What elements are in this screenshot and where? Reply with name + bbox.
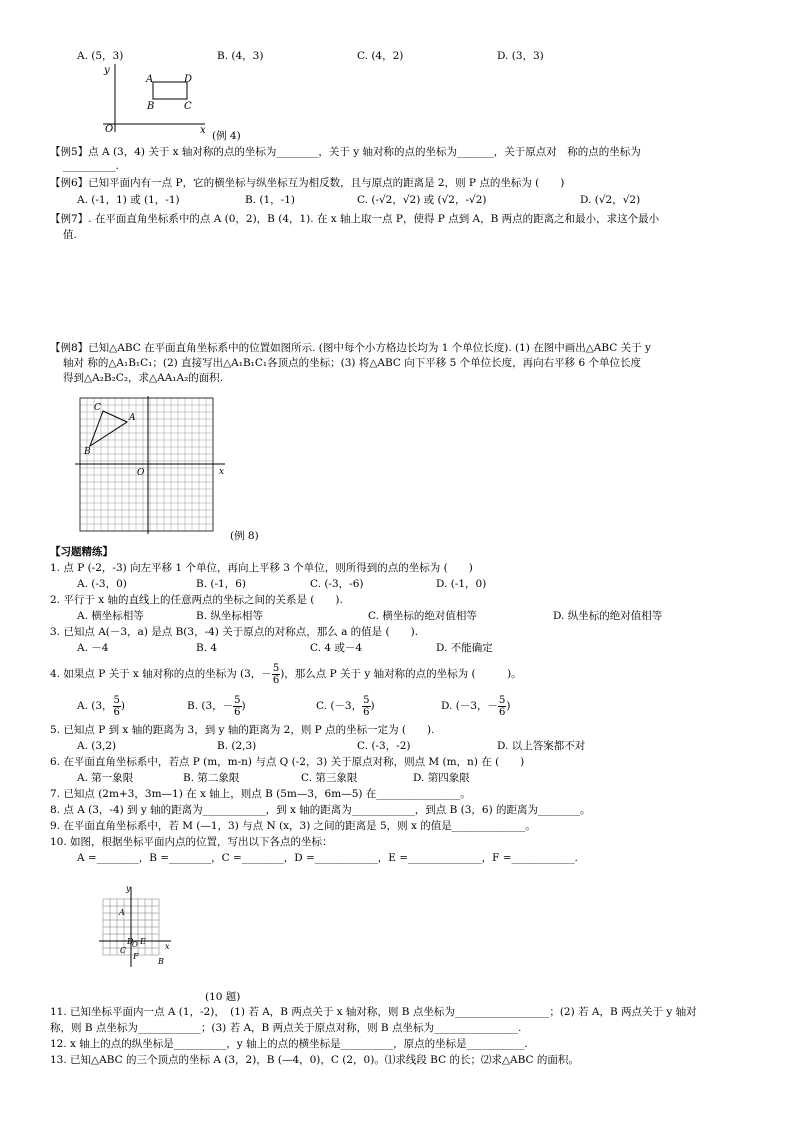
fig8-label-o: O xyxy=(137,468,145,478)
fig4-label-d: D xyxy=(184,74,193,85)
example-6-option-c: C. (-√2，√2) 或 (√2，-√2) xyxy=(357,194,487,206)
example-7-line2: 值. xyxy=(63,229,77,241)
fig10-label-f: F xyxy=(133,952,139,961)
practice-11-line1: 11. 已知坐标平面内一点 A (1，-2)， (1) 若 A，B 两点关于 x 轴对称，则 B 点坐标为__________________；(2) 若 A，B 两点关于 y 轴对 xyxy=(50,1006,697,1018)
example-8-line3: 得到△A₂B₂C₂，求△AA₁A₂的面积. xyxy=(63,372,224,384)
practice-5-question: 5. 已知点 P 到 x 轴的距离为 3，到 y 轴的距离为 2，则 P 点的坐标一定为 ( ). xyxy=(50,724,435,736)
fig10-label-d: D xyxy=(127,937,134,946)
practice-3-option-b: B. 4 xyxy=(196,642,218,654)
practice-1-option-b: B. (-1，6) xyxy=(196,578,246,590)
practice-2-question: 2. 平行于 x 轴的直线上的任意两点的坐标之间的关系是 ( ). xyxy=(50,594,343,606)
fig10-label-c: C xyxy=(120,946,127,955)
practice-11-line2: 称，则 B 点坐标为____________；(3) 若 A，B 两点关于原点对称，则 B 点坐标为________________. xyxy=(50,1022,522,1034)
practice-5-option-d: D. 以上答案都不对 xyxy=(497,740,586,752)
practice-13: 13. 已知△ABC 的三个顶点的坐标 A (3，2)，B (—4，0)，C (2，0)。⑴求线段 BC 的长；⑵求△ABC 的面积。 xyxy=(50,1054,579,1066)
fig10-caption: (10 题) xyxy=(205,991,241,1003)
practice-6-question: 6. 在平面直角坐标系中，若点 P (m，m-n) 与点 Q (-2，3) 关于原点对称，则点 M (m，n) 在 ( ) xyxy=(50,756,525,768)
example-6-question: 【例6】已知平面内有一点 P，它的横坐标与纵坐标互为相反数，且与原点的距离是 2，则 P 点的坐标为 ( ) xyxy=(50,177,565,189)
practice-6-option-d: D. 第四象限 xyxy=(413,772,470,784)
practice-9: 9. 在平面直角坐标系中，若 M (—1，3) 与点 N (x，3) 之间的距离是 5，则 x 的值是______________。 xyxy=(50,820,536,832)
fig10-label-o: O xyxy=(132,941,138,949)
option-a: A. (5，3) xyxy=(77,50,124,62)
practice-1-option-c: C. (-3，-6) xyxy=(310,578,364,590)
fig8-label-a: A xyxy=(129,413,136,423)
example-6-option-d: D. (√2，√2) xyxy=(580,194,641,206)
practice-2-option-a: A. 横坐标相等 xyxy=(77,610,144,622)
fig8-label-c: C xyxy=(94,403,101,413)
fig10-label-a: A xyxy=(119,908,125,917)
practice-2-option-b: B. 纵坐标相等 xyxy=(196,610,263,622)
figure-example-4 xyxy=(95,62,215,142)
fig8-label-x: x xyxy=(219,467,225,477)
practice-5-option-b: B. (2,3) xyxy=(217,740,257,752)
example-8-line1: 【例8】已知△ABC 在平面直角坐标系中的位置如图所示. (图中每个小方格边长均为 1 个单位长度). (1) 在图中画出△ABC 关于 y xyxy=(50,342,651,354)
practice-1-option-a: A. (-3，0) xyxy=(77,578,127,590)
fig4-label-a: A xyxy=(146,74,154,85)
fig10-label-y: y xyxy=(126,884,131,893)
practice-6-option-b: B. 第二象限 xyxy=(183,772,240,784)
practice-4-option-c: C. (－3， $\frac{5}{6}$ ) xyxy=(316,694,375,718)
practice-title: 【习题精练】 xyxy=(50,546,113,558)
fig4-label-c: C xyxy=(184,101,192,112)
practice-10-blanks: A =________，B =________，C =________，D =____________，E =______________，F =____________. xyxy=(77,852,578,864)
option-b: B. (4，3) xyxy=(217,50,264,62)
practice-6-option-c: C. 第三象限 xyxy=(301,772,358,784)
practice-4-option-a: A. (3， $\frac{5}{6}$ ) xyxy=(77,694,126,718)
fig4-label-o: O xyxy=(105,124,114,135)
figure-example-8 xyxy=(75,396,235,536)
practice-3-option-d: D. 不能确定 xyxy=(436,642,493,654)
example-7-line1: 【例7】. 在平面直角坐标系中的点 A (0，2)，B (4，1). 在 x 轴上取一点 P，使得 P 点到 A，B 两点的距离之和最小，求这个最小 xyxy=(50,213,660,225)
fig4-label-b: B xyxy=(147,101,155,112)
fraction-5-6: $\frac{5}{6}$ xyxy=(272,662,280,686)
practice-8: 8. 点 A (3，-4) 到 y 轴的距离为____________，到 x 轴的距离为____________，到点 B (3，6) 的距离为________。 xyxy=(50,804,591,816)
practice-2-option-d: D. 纵坐标的绝对值相等 xyxy=(553,610,663,622)
example-6-option-b: B. (1，-1) xyxy=(245,194,295,206)
practice-6-option-a: A. 第一象限 xyxy=(77,772,134,784)
practice-2-option-c: C. 横坐标的绝对值相等 xyxy=(368,610,477,622)
fig8-caption: (例 8) xyxy=(230,530,259,542)
practice-5-option-c: C. (-3，-2) xyxy=(357,740,411,752)
option-d: D. (3，3) xyxy=(497,50,544,62)
example-8-line2: 轴对 称的△A₁B₁C₁；(2) 直接写出△A₁B₁C₁各顶点的坐标；(3) 将△ABC 向下平移 5 个单位长度，再向右平移 6 个单位长度 xyxy=(63,357,641,369)
practice-1-option-d: D. (-1，0) xyxy=(436,578,487,590)
example-5-line1: 【例5】点 A (3，4) 关于 x 轴对称的点的坐标为________，关于 y 轴对称的点的坐标为_______，关于原点对 称的点的坐标为 xyxy=(50,146,641,158)
practice-12: 12. x 轴上的点的纵坐标是__________，y 轴上的点的横坐标是__________，原点的坐标是___________. xyxy=(50,1038,528,1050)
practice-3-question: 3. 已知点 A(－3，a) 是点 B(3，-4) 关于原点的对称点，那么 a 的值是 ( ). xyxy=(50,626,419,638)
practice-3-option-a: A. －4 xyxy=(77,642,109,654)
fig10-label-e: E xyxy=(140,937,146,946)
practice-10-question: 10. 如图，根据坐标平面内点的位置，写出以下各点的坐标： xyxy=(50,836,333,848)
practice-1-question: 1. 点 P (-2，-3) 向左平移 1 个单位，再向上平移 3 个单位，则所得到的点的坐标为 ( ) xyxy=(50,562,473,574)
example-5-line2: __________. xyxy=(63,160,119,172)
figure-practice-10 xyxy=(95,885,175,970)
example-6-option-a: A. (-1，1) 或 (1，-1) xyxy=(77,194,180,206)
practice-4-option-b: B. (3，－ $\frac{5}{6}$ ) xyxy=(187,694,246,718)
fig4-label-x: x xyxy=(200,125,206,136)
practice-4-question: 4. 如果点 P 关于 x 轴对称的点的坐标为 (3，－ $\frac{5}{6}$ )，那么点 P 关于 y 轴对称的点的坐标为 ( )。 xyxy=(50,662,522,686)
fig10-label-x: x xyxy=(165,942,170,951)
option-c: C. (4，2) xyxy=(357,50,404,62)
fig4-label-y: y xyxy=(104,65,110,76)
practice-7: 7. 已知点 (2m+3，3m—1) 在 x 轴上，则点 B (5m—3，6m—5) 在________________。 xyxy=(50,788,471,800)
practice-3-option-c: C. 4 或－4 xyxy=(310,642,363,654)
fig10-label-b: B xyxy=(158,957,164,966)
fig4-caption: (例 4) xyxy=(212,130,241,142)
practice-4-option-d: D. (－3，－ $\frac{5}{6}$ ) xyxy=(441,694,511,718)
fig8-label-b: B xyxy=(84,447,91,457)
practice-5-option-a: A. (3,2) xyxy=(77,740,117,752)
